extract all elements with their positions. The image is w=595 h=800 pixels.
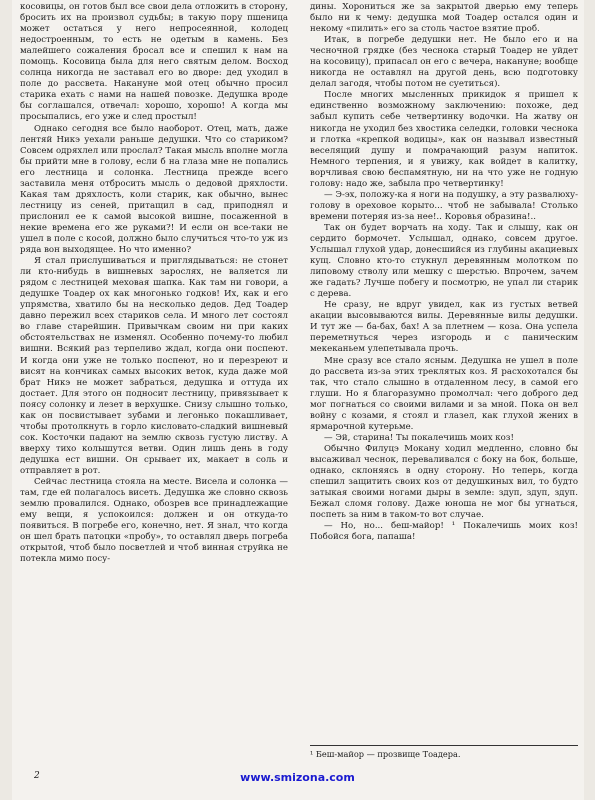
paragraph: Так он будет ворчать на ходу. Так и слышу, как он сердито бормочет. Услышал, однако, совсем другое. Услышал глухой удар, донесшийся из глубины акациевых кущ. Словно кто-то стукнул деревянным молотком по липовому стволу или мешку с шерстью. Впрочем, зачем же гадать? Лучше побегу и посмотрю, не упал ли старик с дерева. xyxy=(310,222,578,300)
paragraph: — Э-эх, положу-ка я ноги на подушку, а эту развалюху-голову в ореховое корыто... чтоб не забывала! Столько времени потеряя из-за нее!.. Коровья образина!.. xyxy=(310,189,578,222)
footnote: ¹ Беш-майор — прозвище Тоадера. xyxy=(310,745,578,759)
paragraph: Мне сразу все стало ясным. Дедушка не ушел в поле до рассвета из-за этих треклятых коз. Я расхохотался бы так, что стало слышно в отдаленном лесу, в самой его глуши. Но я благоразумно промолчал: чего доброго дед мог погнаться со своими вилами и за мной. Пока он вел войну с козами, я стоял и глазел, как глухой жених в ярмарочной кутерьме. xyxy=(310,355,578,432)
page-number: 2 xyxy=(34,771,40,781)
paragraph: косовицы, он готов был все свои дела отложить в сторону, бросить их на произвол судьбы; в такую пору пшеница может остаться у него непросеянной, колодец недостроенным, то есть не одетым в камень. Без малейшего сожаления бросал все и спешил к нам на помощь. Косовица была для него святым делом. Восход солнца никогда не заставал его во дворе: дед уходил в поле до рассвета. Накануне мой отец обычно просил старика ехать с нами на нашей повозке. Дедушка вроде бы соглашался, отвечал: хорошо, хорошо! А когда мы просыпались, его уже и след простыл! xyxy=(20,2,288,123)
site-watermark-link[interactable]: www.smizona.com xyxy=(240,771,355,784)
paragraph: Не сразу, не вдруг увидел, как из густых ветвей акации высовываются вилы. Деревянные вилы дедушки. И тут же — ба-бах, бах! А за плетнем — коза. Она успела переметнуться через изгородь и с паническим мекеканьем улепетывала прочь. xyxy=(310,300,578,355)
paragraph: Я стал прислушиваться и приглядываться: не стонет ли кто-нибудь в вишневых зарослях, не валяется ли рядом с лестницей меховая шапка. Как там ни говори, а дедушке Тоадер ох как многонько годков! Их, как и его упрямства, хватило бы на несколько дедов. Дед Тоадер давно пережил всех стариков села. И много лет состоял во главе старейшин. Привычкам своим ни при каких обстоятельствах не изменял. Особенно почему-то любил вишни. Всякий раз терпеливо ждал, когда они поспеют. И когда они уже не только поспеют, но и перезреют и висят на кончиках самых высоких веток, куда даже мой брат Никэ не может забраться, дедушка и оттуда их достает. Для этого он подносит лестницу, привязывает к поясу солонку и лезет в верхушке. Снизу слышно только, как он посвистывает зубами и легонько покашливает, чтобы протолкнуть в горло кисловато-сладкий вишневый сок. Косточки падают на землю сквозь густую листву. А вверху тихо колышутся ветви. Один лишь день в году дедушка ест вишни. Он срывает их, макает в соль и отправляет в рот. xyxy=(20,256,288,476)
book-page xyxy=(12,0,584,800)
paragraph: Сейчас лестница стояла на месте. Висела и солонка — там, где ей полагалось висеть. Дедушка же словно сквозь землю провалился. Однако, обозрев все принадлежащие ему вещи, я успокоился: должен и он откуда-то появиться. В погребе его, конечно, нет. Я знал, что когда он шел брать патоцки «пробу», то оставлял дверь погреба открытой, чтоб было посветлей и чтоб винная струйка не потекла мимо посу- xyxy=(20,477,288,565)
paragraph: Итак, в погребе дедушки нет. Не было его и на чесночной грядке (без чеснока старый Тоадер не уйдет на косовицу), припасал он его с вечера, накануне; вообще никогда не оставлял на другой день, всю подготовку делал загодя, чтобы потом не суетиться). xyxy=(310,35,578,90)
left-text-column xyxy=(20,2,288,565)
paragraph: Однако сегодня все было наоборот. Отец, мать, даже лентяй Никэ уехали раньше дедушки. Что со стариком? Совсем одряхлел или прослал? Такая мысль вполне могла бы прийти мне в голову, если б на глаза мне не попались его лестница и солонка. Лестница прежде всего заставила меня отбросить мысль о дедовой дряхлости. Какая там дряхлость, коли старик, как обычно, вынес лестницу из сеней, притащил в сад, приподнял и прислонил ее к самой высокой вишне, посаженной в некие времена его же руками?! И если он все-таки не ушел в поле с косой, должно было случиться что-то уж из ряда вон выходящее. Но что именно? xyxy=(20,123,288,256)
paragraph: Обычно Филуцэ Мокану ходил медленно, словно бы высаживал чеснок, переваливался с боку на бок, больше, однако, склоняясь в одну сторону. Но теперь, когда спешил защитить своих коз от дедушкиных вил, то будто затыкая своими ногами дыры в земле: здуп, здуп, здуп. Бежал сломя голову. Даже юноша не мог бы угнаться, поспеть за ним в таком-то вот случае. xyxy=(310,443,578,521)
paragraph: После многих мысленных прикидок я пришел к единственно возможному заключению: похоже, дед забыл купить себе четвертинку водочки. На жатву он никогда не уходил без хвостика селедки, головки чеснока и глотка «крепкой водицы», как он называл известный веселящий душу и помрачающий разум напиток. Немного терпения, и я увижу, как войдет в калитку, ворчливая свою беспамятную, ни на что уже не годную голову: надо же, забыла про четвертинку! xyxy=(310,90,578,189)
right-text-column xyxy=(310,2,578,543)
paragraph: дины. Хорониться же за закрытой дверью ему теперь было ни к чему: дедушка мой Тоадер остался один и некому «пилить» его за столь частое взятие проб. xyxy=(310,2,578,35)
paragraph: — Но, но... беш-майор! ¹ Покалечишь моих коз! Побойся бога, папаша! xyxy=(310,521,578,543)
paragraph: — Эй, старина! Ты покалечишь моих коз! xyxy=(324,432,514,443)
